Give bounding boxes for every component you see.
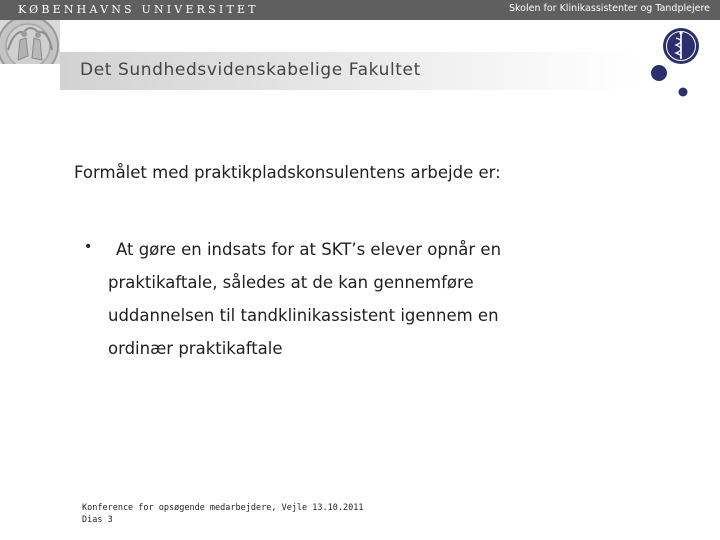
bullet-line: praktikaftale, således at de kan gennemføre	[108, 273, 474, 292]
bullet-marker: •	[84, 239, 93, 255]
university-name: KØBENHAVNS UNIVERSITET	[18, 3, 259, 16]
bullet-line: uddannelsen til tandklinikassistent igennem en	[108, 306, 499, 325]
header-bar	[0, 0, 720, 20]
slide-title: Formålet med praktikpladskonsulentens arbejde er:	[74, 163, 501, 182]
university-seal-icon	[0, 20, 60, 64]
bullet-line: ordinær praktikaftale	[108, 339, 283, 358]
faculty-name: Det Sundhedsvidenskabelige Fakultet	[80, 60, 421, 80]
footer-slide-number: Dias 3	[82, 515, 113, 525]
faculty-emblem-icon	[640, 24, 720, 104]
footer-conference: Konference for opsøgende medarbejdere, Vejle 13.10.2011	[82, 503, 364, 513]
school-name: Skolen for Klinikassistenter og Tandplejere	[508, 3, 710, 14]
bullet-line: At gøre en indsats for at SKT’s elever opnår en	[116, 240, 502, 259]
